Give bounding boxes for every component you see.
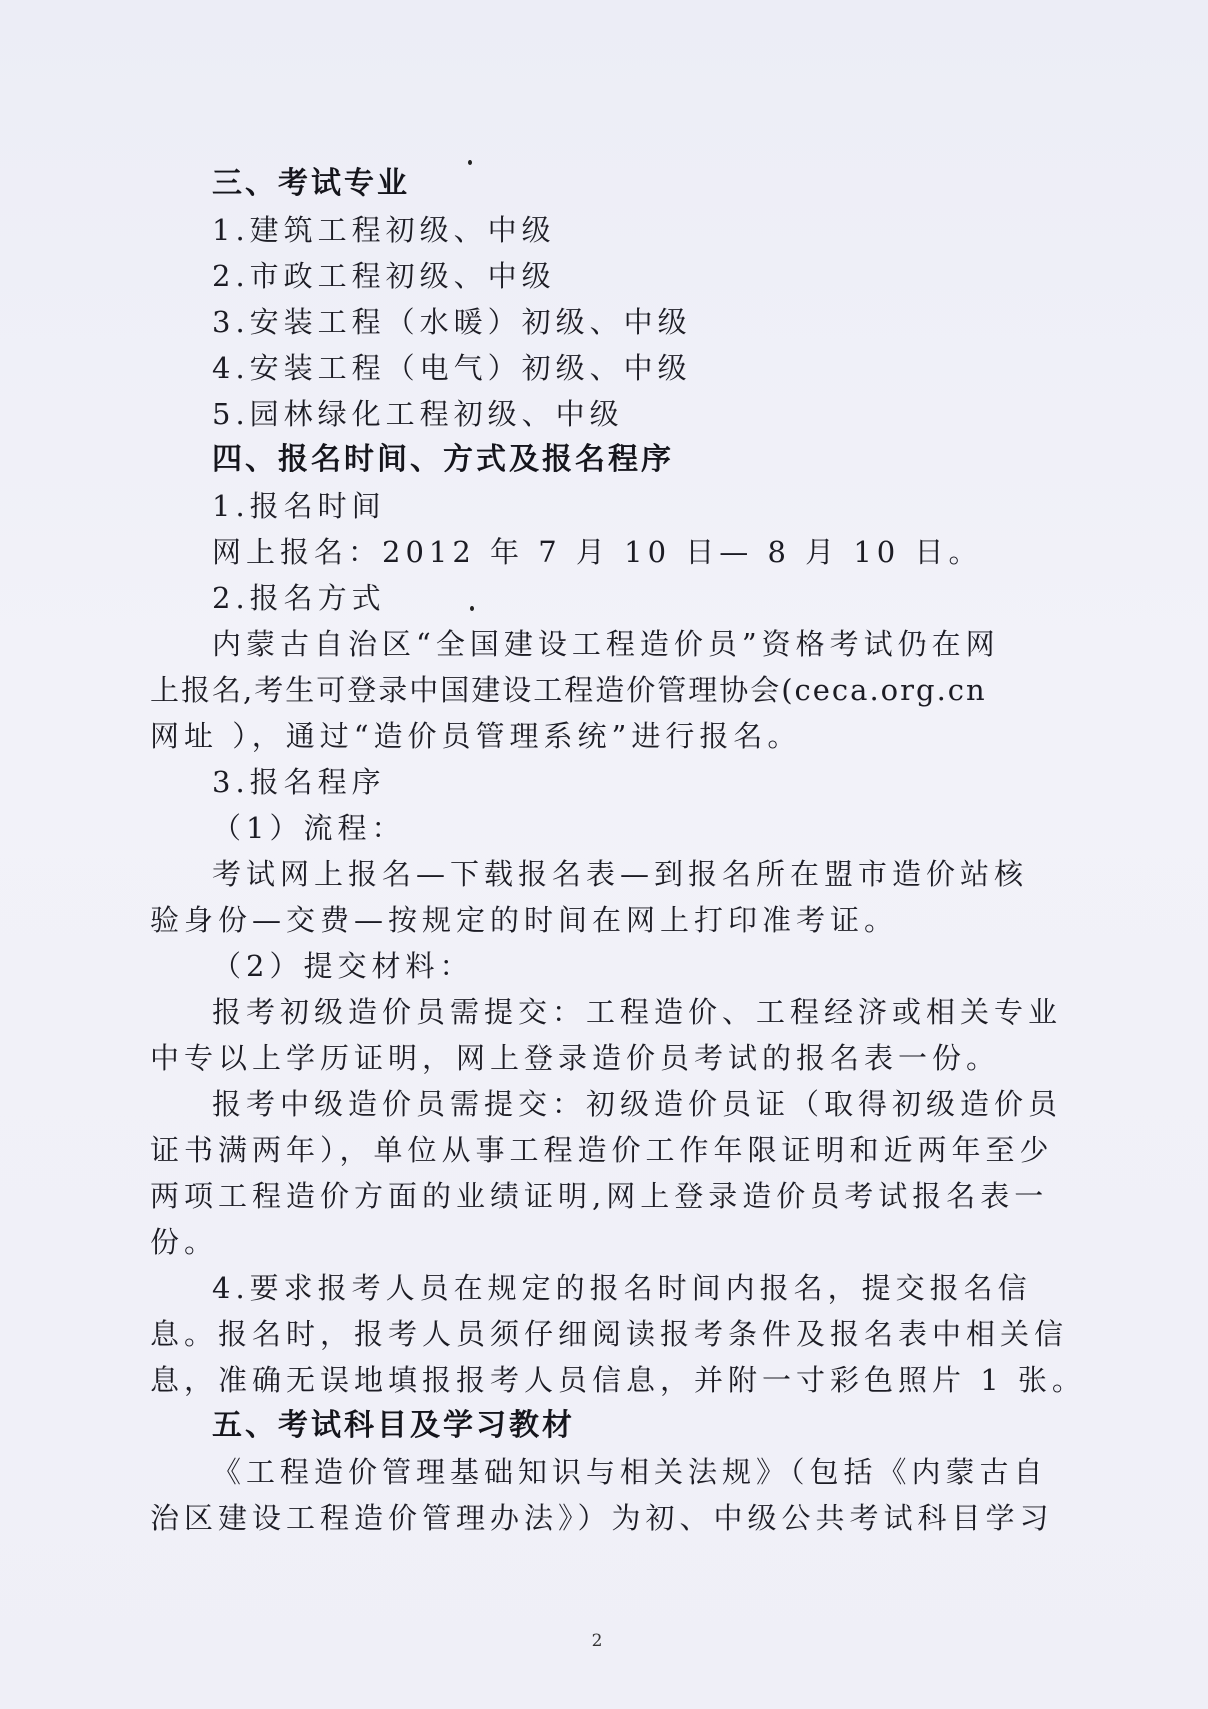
- specialty-item: 2.市政工程初级、中级: [212, 259, 556, 293]
- paragraph-line: 两项工程造价方面的业绩证明,网上登录造价员考试报名表一: [150, 1179, 1049, 1213]
- paragraph-line: 内蒙古自治区“全国建设工程造价员”资格考试仍在网: [212, 627, 1000, 661]
- paragraph-line: 证书满两年），单位从事工程造价工作年限证明和近两年至少: [150, 1133, 1054, 1167]
- paragraph-line: 份。: [150, 1225, 219, 1259]
- paragraph-line: 报考中级造价员需提交：初级造价员证（取得初级造价员: [212, 1087, 1063, 1121]
- section-4-heading: 四、报名时间、方式及报名程序: [212, 442, 674, 477]
- paragraph-line: 验身份—交费—按规定的时间在网上打印准考证。: [150, 903, 899, 937]
- time-text: 网上报名：2012 年 7 月 10 日— 8 月 10 日。: [212, 535, 983, 569]
- procedure-label: 3.报名程序: [212, 765, 386, 799]
- flow-label: （1）流程：: [212, 811, 406, 845]
- specialty-item: 1.建筑工程初级、中级: [212, 213, 556, 247]
- method-label: 2.报名方式: [212, 581, 386, 615]
- scan-speck: [468, 160, 472, 165]
- materials-label: （2）提交材料：: [212, 949, 474, 983]
- paragraph-line: 治区建设工程造价管理办法》）为初、中级公共考试科目学习: [150, 1501, 1054, 1535]
- specialty-item: 5.园林绿化工程初级、中级: [212, 397, 624, 431]
- paragraph-line: 4.要求报考人员在规定的报名时间内报名，提交报名信: [212, 1271, 1032, 1305]
- paragraph-line: 网址 ），通过“造价员管理系统”进行报名。: [150, 719, 802, 753]
- scan-speck: [470, 606, 474, 611]
- paragraph-line: 中专以上学历证明，网上登录造价员考试的报名表一份。: [150, 1041, 1001, 1075]
- paragraph-line: 息。报名时，报考人员须仔细阅读报考条件及报名表中相关信: [150, 1317, 1069, 1351]
- specialty-item: 4.安装工程（电气）初级、中级: [212, 351, 692, 385]
- paragraph-line: 考试网上报名—下载报名表—到报名所在盟市造价站核: [212, 857, 1029, 891]
- paragraph-line: 《工程造价管理基础知识与相关法规》（包括《内蒙古自: [212, 1455, 1048, 1489]
- paragraph-line: 上报名,考生可登录中国建设工程造价管理协会(ceca.org.cn: [150, 673, 987, 707]
- specialty-item: 3.安装工程（水暖）初级、中级: [212, 305, 692, 339]
- section-5-heading: 五、考试科目及学习教材: [212, 1408, 575, 1443]
- page-number: 2: [591, 1631, 603, 1651]
- paragraph-line: 息，准确无误地填报报考人员信息，并附一寸彩色照片 1 张。: [150, 1363, 1086, 1397]
- section-3-heading: 三、考试专业: [212, 166, 410, 201]
- paragraph-line: 报考初级造价员需提交：工程造价、工程经济或相关专业: [212, 995, 1063, 1029]
- time-label: 1.报名时间: [212, 489, 386, 523]
